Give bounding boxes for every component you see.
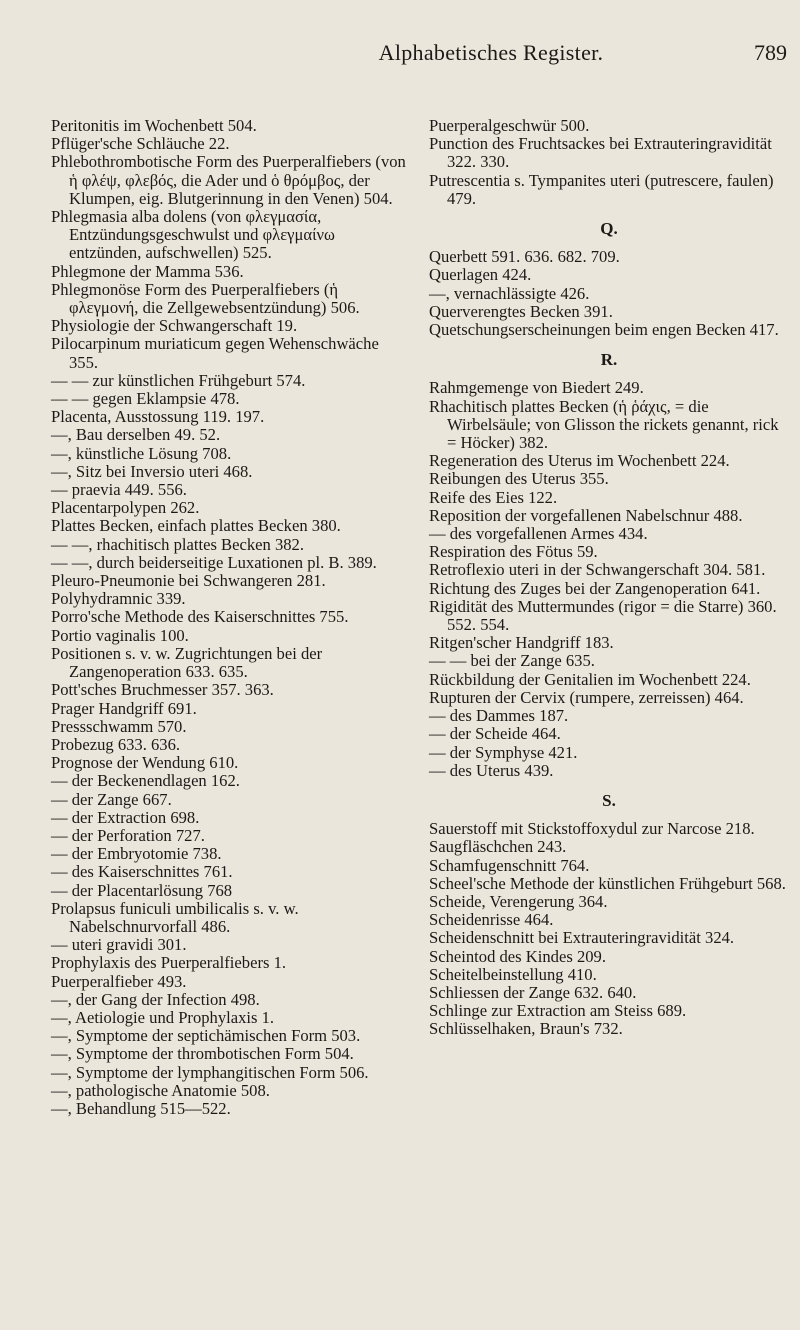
index-entry: Phlegmasia alba dolens (von φλεγμασία, Entzündungsgeschwulst und φλεγμαίνω entzünden, aufschwellen) 525. — [51, 207, 335, 263]
index-entry: Respiration des Fötus 59. — [429, 542, 598, 562]
index-entry: Phlebothrombotische Form des Puerperalfiebers (von ἡ φλέψ, φλεβός, die Ader und ὁ θρόμβος, der Klumpen, eig. Blutgerinnung in den Venen) 504. — [51, 152, 406, 208]
index-entry: — des vorgefallenen Armes 434. — [429, 524, 648, 544]
index-entry: Rhachitisch plattes Becken (ἡ ῥάχις, = die Wirbelsäule; von Glisson the rickets genannt, rick = Höcker) 382. — [429, 396, 779, 453]
page-number: 789 — [754, 40, 787, 65]
index-entry: —, Bau derselben 49. 52. — [51, 425, 221, 445]
index-entry: Schliessen der Zange 632. 640. — [429, 982, 637, 1002]
index-entry: Puerperalgeschwür 500. — [429, 116, 590, 135]
left-column — [51, 117, 408, 1118]
index-entry: Placenta, Ausstossung 119. 197. — [51, 407, 265, 427]
index-entry: Plattes Becken, einfach plattes Becken 380. — [51, 516, 341, 536]
index-entry: — uteri gravidi 301. — [51, 935, 187, 955]
index-entry: Scheitelbeinstellung 410. — [429, 964, 597, 984]
index-entry: Schlinge zur Extraction am Steiss 689. — [429, 1001, 687, 1021]
index-entry: Rahmgemenge von Biedert 249. — [429, 378, 644, 398]
index-entry: Pleuro-Pneumonie bei Schwangeren 281. — [51, 571, 326, 591]
index-entry: Querverengtes Becken 391. — [429, 301, 613, 321]
index-entry: Phlegmonöse Form des Puerperalfiebers (ἡ φλεγμονή, die Zellgewebsentzündung) 506. — [51, 279, 360, 318]
index-entry: —, Symptome der septichämischen Form 503. — [51, 1026, 361, 1046]
index-entry: Retroflexio uteri in der Schwangerschaft 304. 581. — [429, 560, 766, 580]
index-entry: Reibungen des Uterus 355. — [429, 469, 609, 489]
index-entry: — — gegen Eklampsie 478. — [51, 389, 240, 409]
index-entry: — praevia 449. 556. — [51, 480, 187, 500]
index-entry: Pilocarpinum muriaticum gegen Wehenschwäche 355. — [51, 334, 379, 372]
index-entry: — des Dammes 187. — [429, 706, 569, 726]
index-entry: —, Behandlung 515—522. — [51, 1098, 231, 1118]
index-entry: Schlüsselhaken, Braun's 732. — [429, 1019, 623, 1039]
index-entry: Ritgen'scher Handgriff 183. — [429, 633, 614, 653]
index-entry: —, Symptome der thrombotischen Form 504. — [51, 1044, 354, 1064]
index-entry: Rupturen der Cervix (rumpere, zerreissen) 464. — [429, 687, 744, 707]
index-entry: —, Symptome der lymphangitischen Form 506. — [51, 1062, 369, 1082]
index-entry: — des Kaiserschnittes 761. — [51, 862, 233, 882]
index-entry: Putrescentia s. Tympanites uteri (putrescere, faulen) 479. — [429, 170, 774, 208]
section-letter-r: R. — [600, 350, 618, 370]
index-entry: —, Sitz bei Inversio uteri 468. — [51, 461, 253, 481]
index-entry: — der Extraction 698. — [51, 807, 200, 827]
index-entry: Porro'sche Methode des Kaiserschnittes 755. — [51, 607, 349, 627]
index-entry: — der Beckenendlagen 162. — [51, 771, 240, 791]
index-entry: Punction des Fruchtsackes bei Extrauteringravidität 322. 330. — [429, 134, 772, 172]
index-entry: Scheidenrisse 464. — [429, 910, 554, 930]
index-entry: Prolapsus funiculi umbilicalis s. v. w. Nabelschnurvorfall 486. — [51, 898, 299, 936]
index-entry: Prognose der Wendung 610. — [51, 753, 239, 773]
index-entry: Regeneration des Uterus im Wochenbett 224. — [429, 451, 730, 471]
index-entry: Physiologie der Schwangerschaft 19. — [51, 316, 298, 336]
index-entry: Pressschwamm 570. — [51, 716, 187, 736]
index-entry: Saugfläschchen 243. — [429, 837, 567, 857]
index-entry: —, künstliche Lösung 708. — [51, 443, 232, 463]
index-entry: — der Scheide 464. — [429, 724, 561, 744]
index-entry: Reposition der vorgefallenen Nabelschnur 488. — [429, 505, 743, 525]
index-entry: —, Aetiologie und Prophylaxis 1. — [51, 1007, 275, 1027]
index-entry: Peritonitis im Wochenbett 504. — [51, 116, 257, 135]
index-entry: —, der Gang der Infection 498. — [51, 989, 260, 1009]
index-entry: Sauerstoff mit Stickstoffoxydul zur Narcose 218. — [429, 819, 755, 839]
index-entry: Rigidität des Muttermundes (rigor = die Starre) 360. 552. 554. — [429, 596, 777, 635]
index-entry: Querbett 591. 636. 682. 709. — [429, 247, 620, 267]
index-entry: — des Uterus 439. — [429, 760, 554, 780]
index-entry: Rückbildung der Genitalien im Wochenbett 224. — [429, 669, 751, 689]
index-entry: — — zur künstlichen Frühgeburt 574. — [51, 370, 306, 390]
index-entry: —, vernachlässigte 426. — [429, 283, 590, 303]
index-entry: Prager Handgriff 691. — [51, 698, 197, 718]
index-entry: Schamfugenschnitt 764. — [429, 855, 590, 875]
section-letter-s: S. — [602, 790, 616, 810]
section-letter-q: Q. — [600, 219, 618, 239]
index-entry: Placentarpolypen 262. — [51, 498, 200, 518]
index-entry: Probezug 633. 636. — [51, 734, 181, 754]
index-entry: — der Zange 667. — [51, 789, 172, 809]
index-entry: Prophylaxis des Puerperalfiebers 1. — [51, 953, 287, 973]
right-column — [429, 117, 789, 1039]
index-entry: — der Placentarlösung 768 — [51, 880, 233, 900]
index-entry: Positionen s. v. w. Zugrichtungen bei der Zangenoperation 633. 635. — [51, 643, 323, 682]
index-entry: — der Embryotomie 738. — [51, 844, 222, 864]
index-entry: Scheidenschnitt bei Extrauteringravidität 324. — [429, 928, 735, 948]
index-entry: —, pathologische Anatomie 508. — [51, 1080, 270, 1100]
index-entry: — der Symphyse 421. — [429, 742, 578, 762]
index-entry: — der Perforation 727. — [51, 825, 205, 845]
page-header — [255, 40, 787, 68]
index-entry: Querlagen 424. — [429, 265, 532, 285]
index-entry: — —, durch beiderseitige Luxationen pl. B. 389. — [51, 552, 377, 572]
index-entry: Richtung des Zuges bei der Zangenoperation 641. — [429, 578, 761, 598]
index-entry: — —, rhachitisch plattes Becken 382. — [51, 534, 304, 554]
index-entry: — — bei der Zange 635. — [429, 651, 595, 671]
index-entry: Scheel'sche Methode der künstlichen Frühgeburt 568. — [429, 873, 786, 893]
index-entry: Phlegmone der Mamma 536. — [51, 261, 244, 281]
index-entry: Puerperalfieber 493. — [51, 971, 187, 991]
index-entry: Portio vaginalis 100. — [51, 625, 189, 645]
index-entry: Quetschungserscheinungen beim engen Becken 417. — [429, 320, 779, 340]
index-entry: Reife des Eies 122. — [429, 487, 558, 507]
index-entry: Scheintod des Kindes 209. — [429, 946, 606, 966]
page-title: Alphabetisches Register. — [378, 40, 604, 65]
index-entry: Polyhydramnic 339. — [51, 589, 186, 609]
index-entry: Pott'sches Bruchmesser 357. 363. — [51, 680, 274, 700]
index-entry: Scheide, Verengerung 364. — [429, 891, 608, 911]
index-entry: Pflüger'sche Schläuche 22. — [51, 134, 230, 154]
